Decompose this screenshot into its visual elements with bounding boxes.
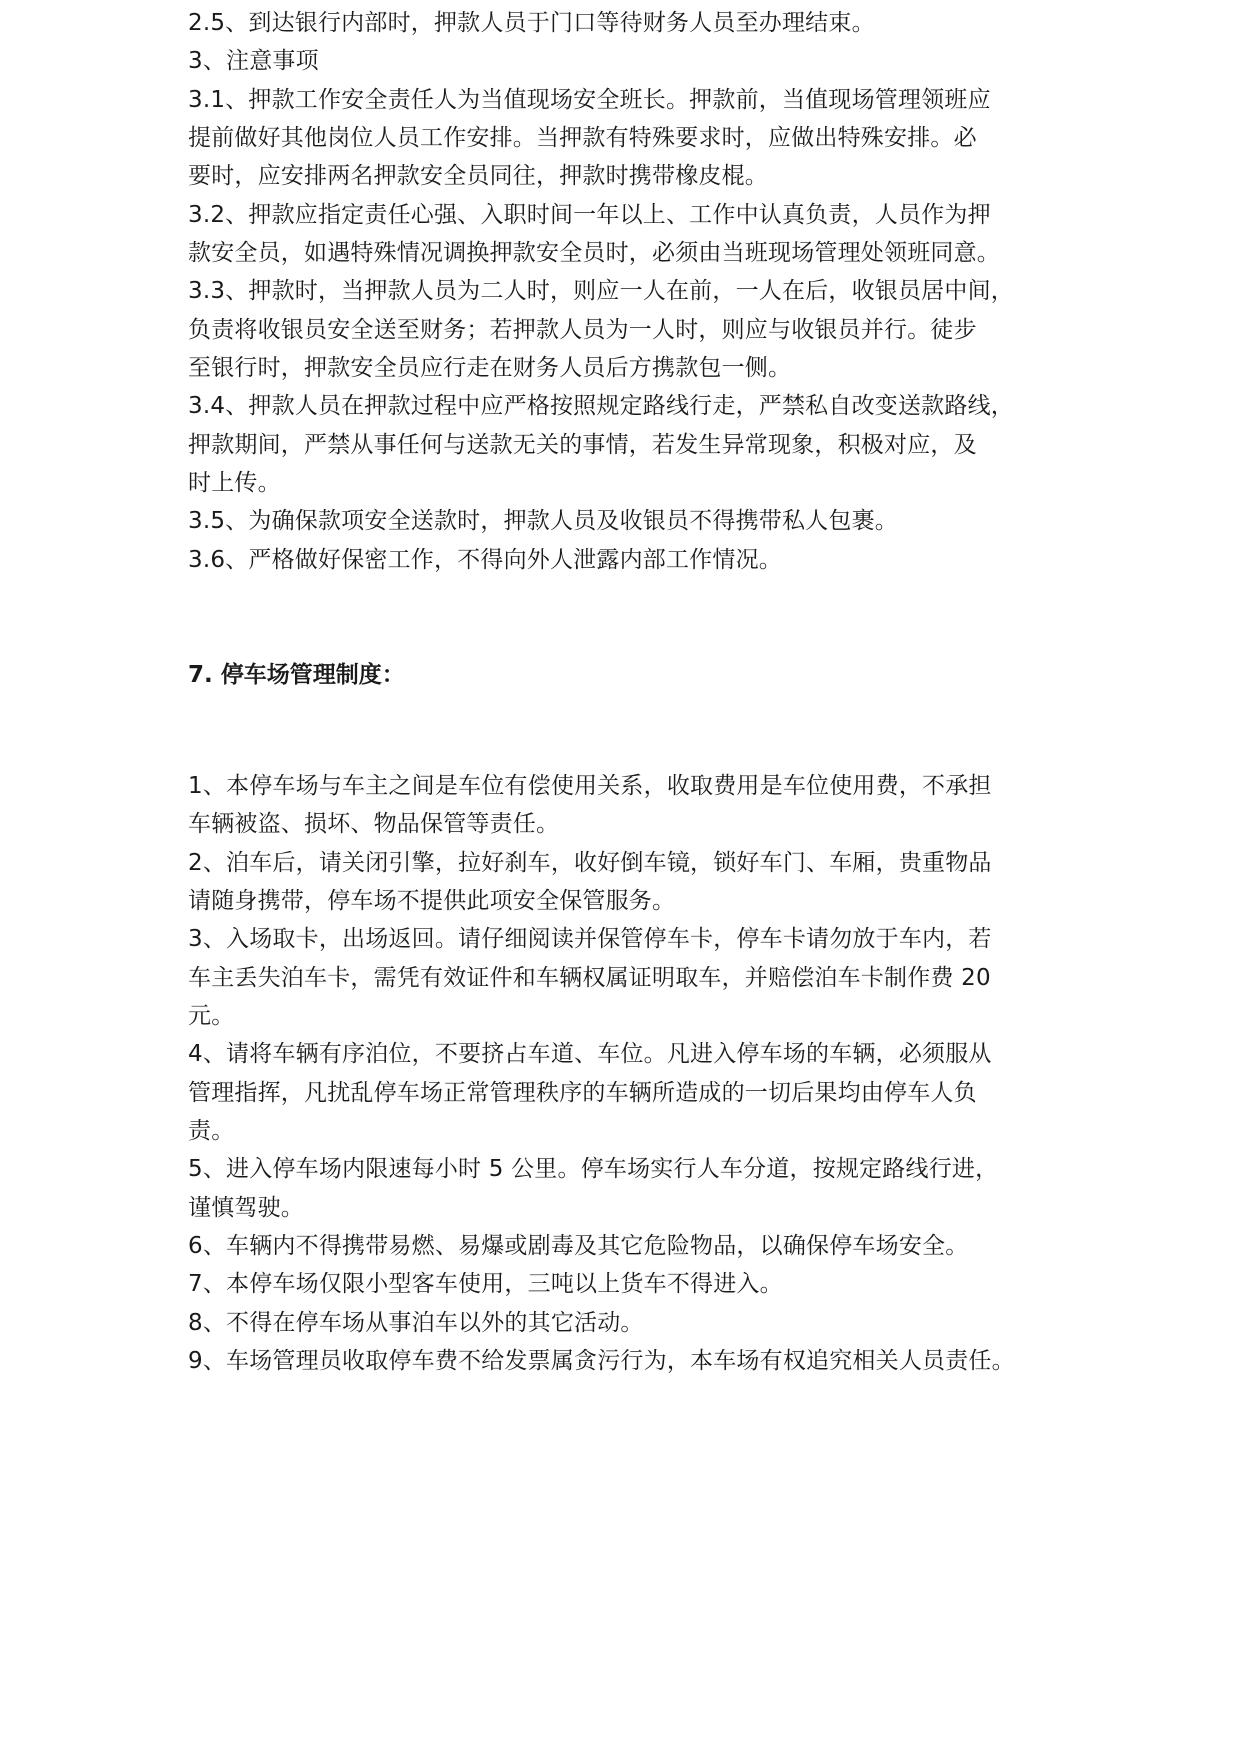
paragraph-line: 要时，应安排两名押款安全员同往，押款时携带橡皮棍。 bbox=[188, 163, 768, 189]
paragraph-line: 谨慎驾驶。 bbox=[188, 1195, 304, 1221]
paragraph-line: 请随身携带，停车场不提供此项安全保管服务。 bbox=[188, 888, 676, 914]
paragraph-line: 9、车场管理员收取停车费不给发票属贪污行为，本车场有权追究相关人员责任。 bbox=[188, 1348, 1015, 1374]
paragraph-line: 款安全员，如遇特殊情况调换押款安全员时，必须由当班现场管理处领班同意。 bbox=[188, 240, 1000, 266]
paragraph-line: 1、本停车场与车主之间是车位有偿使用关系，收取费用是车位使用费，不承担 bbox=[188, 773, 992, 799]
paragraph-line: 3.2、押款应指定责任心强、入职时间一年以上、工作中认真负责，人员作为押 bbox=[188, 202, 991, 228]
paragraph-line: 8、不得在停车场从事泊车以外的其它活动。 bbox=[188, 1310, 644, 1336]
paragraph-line: 押款期间，严禁从事任何与送款无关的事情，若发生异常现象，积极对应，及 bbox=[188, 432, 977, 458]
paragraph-line: 元。 bbox=[188, 1003, 235, 1029]
paragraph-line: 时上传。 bbox=[188, 470, 281, 496]
paragraph-line: 3、入场取卡，出场返回。请仔细阅读并保管停车卡，停车卡请勿放于车内，若 bbox=[188, 926, 992, 952]
paragraph-line: 3.3、押款时，当押款人员为二人时，则应一人在前，一人在后，收银员居中间， bbox=[188, 278, 1014, 304]
paragraph-line: 6、车辆内不得携带易燃、易爆或剧毒及其它危险物品，以确保停车场安全。 bbox=[188, 1233, 969, 1259]
paragraph-line: 7、本停车场仅限小型客车使用，三吨以上货车不得进入。 bbox=[188, 1271, 783, 1297]
paragraph-line: 3.5、为确保款项安全送款时，押款人员及收银员不得携带私人包裹。 bbox=[188, 508, 898, 534]
paragraph-line: 提前做好其他岗位人员工作安排。当押款有特殊要求时，应做出特殊安排。必 bbox=[188, 125, 977, 151]
paragraph-line: 车辆被盗、损坏、物品保管等责任。 bbox=[188, 811, 560, 837]
paragraph-line: 负责将收银员安全送至财务；若押款人员为一人时，则应与收银员并行。徒步 bbox=[188, 317, 977, 343]
paragraph-line: 至银行时，押款安全员应行走在财务人员后方携款包一侧。 bbox=[188, 355, 792, 381]
paragraph-line: 2.5、到达银行内部时，押款人员于门口等待财务人员至办理结束。 bbox=[188, 10, 875, 36]
paragraph-line: 4、请将车辆有序泊位，不要挤占车道、车位。凡进入停车场的车辆，必须服从 bbox=[188, 1041, 992, 1067]
paragraph-line: 3.1、押款工作安全责任人为当值现场安全班长。押款前，当值现场管理领班应 bbox=[188, 87, 991, 113]
paragraph-line: 3.4、押款人员在押款过程中应严格按照规定路线行走，严禁私自改变送款路线， bbox=[188, 393, 1014, 419]
paragraph-line: 管理指挥，凡扰乱停车场正常管理秩序的车辆所造成的一切后果均由停车人负 bbox=[188, 1080, 977, 1106]
paragraph-line: 2、泊车后，请关闭引擎，拉好刹车，收好倒车镜，锁好车门、车厢，贵重物品 bbox=[188, 850, 992, 876]
paragraph-line: 3.6、严格做好保密工作，不得向外人泄露内部工作情况。 bbox=[188, 547, 782, 573]
paragraph-line: 车主丢失泊车卡，需凭有效证件和车辆权属证明取车，并赔偿泊车卡制作费 20 bbox=[188, 965, 991, 991]
paragraph-line: 责。 bbox=[188, 1118, 235, 1144]
paragraph-line: 3、注意事项 bbox=[188, 48, 319, 74]
paragraph-line: 5、进入停车场内限速每小时 5 公里。停车场实行人车分道，按规定路线行进， bbox=[188, 1156, 999, 1182]
section-heading: 7. 停车场管理制度： bbox=[188, 662, 405, 688]
